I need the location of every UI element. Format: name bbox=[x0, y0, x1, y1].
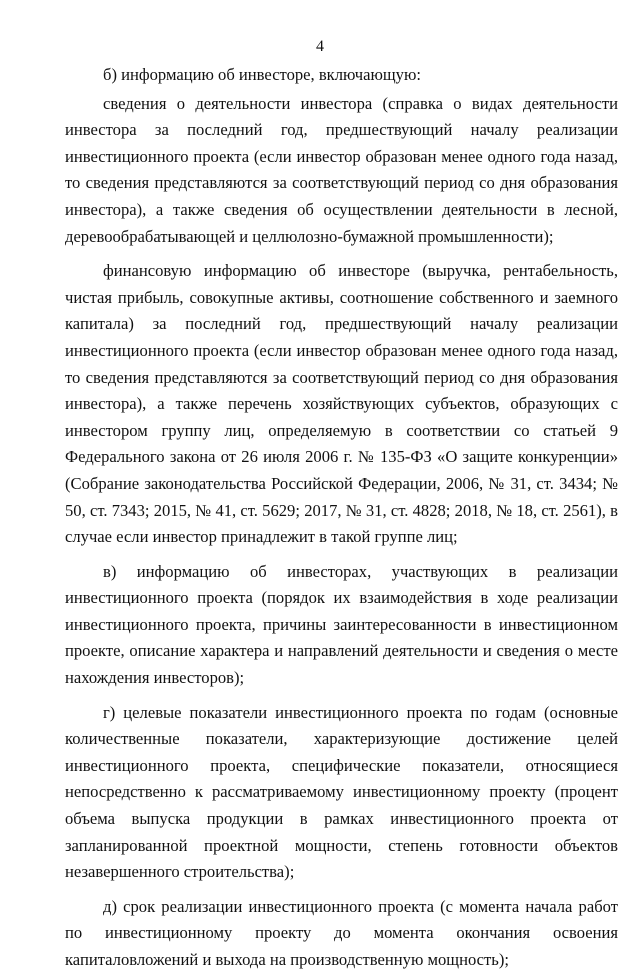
document-body bbox=[65, 62, 618, 974]
paragraph-d-project-term: д) срок реализации инвестиционного проекта (с момента начала работ по инвестиционному проекту до момента окончания освоения капиталовложений и выхода на производственную мощность); bbox=[65, 896, 618, 969]
paragraph-v-investors: в) информацию об инвесторах, участвующих в реализации инвестиционного проекта (порядок их взаимодействия в ходе реализации инвестиционного проекта, причины заинтересованности в инвестиционном проекте, описание характера и направлений деятельности и сведения о месте нахождения инвесторов); bbox=[65, 561, 618, 688]
paragraph-b-intro: б) информацию об инвесторе, включающую: bbox=[103, 65, 421, 84]
page-number: 4 bbox=[316, 38, 324, 55]
paragraph-investor-financial: финансовую информацию об инвесторе (выручка, рентабельность, чистая прибыль, совокупные активы, соотношение собственного и заемного капитала) за последний год, предшествующий началу реализации инвестиционного проекта (если инвестор образован менее одного года назад, то сведения представляются за соответствующий период со дня образования инвестора), а также перечень хозяйствующих субъектов, образующих с инвестором группу лиц, определяемую в соответствии со статьей 9 Федерального закона от 26 июля 2006 г. № 135-ФЗ «О защите конкуренции» (Собрание законодательства Российской Федерации, 2006, № 31, ст. 3434; № 50, ст. 7343; 2015, № 41, ст. 5629; 2017, № 31, ст. 4828; 2018, № 18, ст. 2561), в случае если инвестор принадлежит в такой группе лиц; bbox=[65, 261, 618, 547]
paragraph-investor-activity: сведения о деятельности инвестора (справка о видах деятельности инвестора за последний год, предшествующий началу реализации инвестиционного проекта (если инвестор образован менее одного года назад, то сведения представляются за соответствующий период со дня образования инвестора), а также сведения об осуществлении деятельности в лесной, деревообрабатывающей и целлюлозно-бумажной промышленности); bbox=[65, 93, 618, 246]
paragraph-g-target-indicators: г) целевые показатели инвестиционного проекта по годам (основные количественные показатели, характеризующие достижение целей инвестиционного проекта, специфические показатели, относящиеся непосредственно к рассматриваемому инвестиционному проекту (процент объема выпуска продукции в рамках инвестиционного проекта от запланированной проектной мощности, степень готовности объектов незавершенного строительства); bbox=[65, 702, 618, 882]
